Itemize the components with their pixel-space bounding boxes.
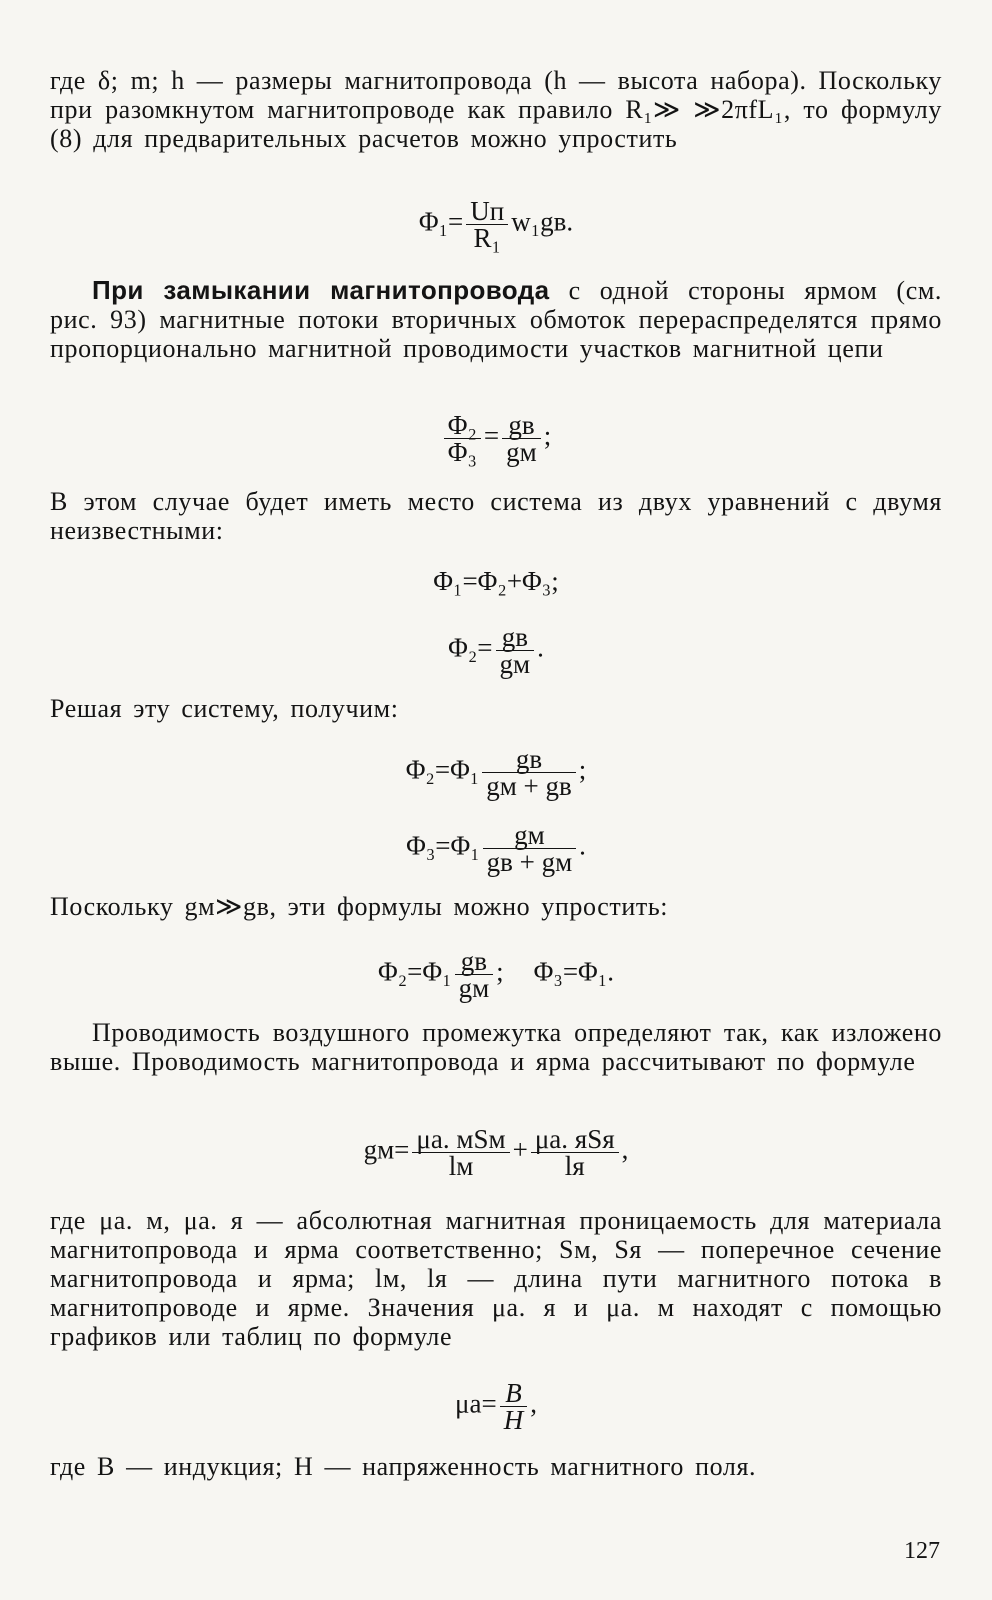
numerator: gв bbox=[482, 746, 576, 773]
fraction bbox=[482, 746, 576, 799]
page-number: 127 bbox=[904, 1538, 940, 1564]
paragraph-permeability bbox=[50, 1206, 942, 1351]
paragraph-text: Проводимость воздушного промежутка определяют так, как изложено выше. Проводимость магнитопровода и ярма рассчитывают по формуле bbox=[50, 1018, 942, 1076]
eq-lhs: Φ₂=Φ₁ bbox=[405, 754, 480, 785]
numerator: gв bbox=[496, 624, 535, 651]
equation-phi2-ratio bbox=[0, 624, 992, 677]
eq-lhs: Φ₂=Φ₁ bbox=[378, 956, 452, 987]
eq-second: Φ₃=Φ₁. bbox=[533, 956, 614, 987]
denominator: lм bbox=[448, 1151, 474, 1181]
numerator: B bbox=[500, 1380, 528, 1407]
denominator: R₁ bbox=[473, 223, 501, 253]
bold-heading: При замыкании магнитопровода bbox=[92, 275, 550, 305]
equation-gm bbox=[0, 1126, 992, 1179]
paragraph-text: где B — индукция; H — напряженность магнитного поля. bbox=[50, 1452, 757, 1481]
paragraph-dimensions bbox=[50, 66, 942, 153]
eq-tail: w₁gв. bbox=[511, 206, 574, 237]
paragraph-conductance bbox=[50, 1018, 942, 1076]
fraction bbox=[412, 1126, 509, 1179]
numerator: μа. яSя bbox=[531, 1126, 619, 1153]
denominator: lя bbox=[564, 1151, 585, 1181]
numerator: Uп bbox=[466, 198, 508, 225]
equation-phi2-solution bbox=[0, 746, 992, 799]
equation-mu bbox=[0, 1380, 992, 1433]
paragraph-closing bbox=[50, 276, 942, 363]
eq-tail: , bbox=[621, 1134, 629, 1165]
eq-lhs: Φ₂= bbox=[448, 632, 493, 663]
numerator: gв bbox=[455, 948, 494, 975]
eq-lhs: gм= bbox=[363, 1134, 410, 1165]
paragraph-simplify bbox=[50, 892, 942, 921]
equation-phi3-solution bbox=[0, 822, 992, 875]
denominator: gм bbox=[458, 973, 490, 1003]
numerator: μа. мSм bbox=[412, 1126, 509, 1153]
paragraph-text: Решая эту систему, получим: bbox=[50, 694, 399, 723]
denominator: gв + gм bbox=[486, 847, 573, 877]
fraction bbox=[455, 948, 494, 1001]
eq-tail: , bbox=[530, 1388, 537, 1419]
eq-lhs: μа= bbox=[455, 1388, 497, 1419]
eq-tail: . bbox=[537, 632, 544, 663]
fraction bbox=[502, 412, 541, 465]
paragraph-solving bbox=[50, 694, 942, 723]
denominator: gм bbox=[499, 649, 531, 679]
equation-simplified bbox=[0, 948, 992, 1001]
numerator: gв bbox=[502, 412, 541, 439]
paragraph-text: В этом случае будет иметь место система из двух уравнений с двумя неизвестными: bbox=[50, 487, 942, 545]
equation-sum bbox=[0, 566, 992, 596]
fraction bbox=[444, 412, 481, 465]
equation-phi1 bbox=[0, 198, 992, 251]
eq-tail: . bbox=[579, 830, 586, 861]
fraction bbox=[483, 822, 577, 875]
fraction bbox=[496, 624, 535, 677]
eq-tail: ; bbox=[578, 754, 587, 785]
denominator: H bbox=[503, 1405, 524, 1435]
eq-plus: + bbox=[512, 1134, 528, 1165]
eq-tail: ; bbox=[496, 956, 504, 987]
fraction bbox=[531, 1126, 619, 1179]
paragraph-definitions bbox=[50, 1452, 942, 1481]
denominator: Φ₃ bbox=[447, 437, 477, 467]
eq-tail: ; bbox=[543, 420, 552, 451]
paragraph-system bbox=[50, 487, 942, 545]
paragraph-text: где δ; m; h — размеры магнитопровода (h — высота набора). Поскольку при разомкнутом магнитопроводе как правило R₁≫ ≫2πfL₁, то формулу (8) для предварительных расчетов можно упростить bbox=[50, 66, 942, 153]
eq-text: Φ₁=Φ₂+Φ₃; bbox=[433, 566, 559, 596]
eq-lhs: Φ₃=Φ₁ bbox=[406, 830, 480, 861]
eq-sign: = bbox=[483, 420, 500, 451]
paragraph-text: Поскольку gм≫gв, эти формулы можно упростить: bbox=[50, 892, 669, 921]
paragraph-text: с одной стороны ярмом (см. рис. 93) магнитные потоки вторичных обмоток перераспределятся прямо пропорционально магнитной проводимости участков магнитной цепи bbox=[50, 276, 942, 363]
paragraph-text: где μа. м, μа. я — абсолютная магнитная проницаемость для материала магнитопровода и ярма соответственно; Sм, Sя — поперечное сечение магнитопровода и ярма; lм, lя — длина пути магнитного потока в магнитопроводе и ярме. Значения μа. я и μа. м находят с помощью графиков или таблиц по формуле bbox=[50, 1206, 942, 1351]
numerator: gм bbox=[483, 822, 577, 849]
eq-lhs: Φ₁= bbox=[418, 206, 464, 237]
equation-ratio bbox=[0, 412, 992, 465]
denominator: gм + gв bbox=[486, 771, 572, 801]
denominator: gм bbox=[506, 437, 537, 467]
fraction bbox=[466, 198, 508, 251]
numerator: Φ₂ bbox=[444, 412, 481, 439]
fraction bbox=[500, 1380, 528, 1433]
